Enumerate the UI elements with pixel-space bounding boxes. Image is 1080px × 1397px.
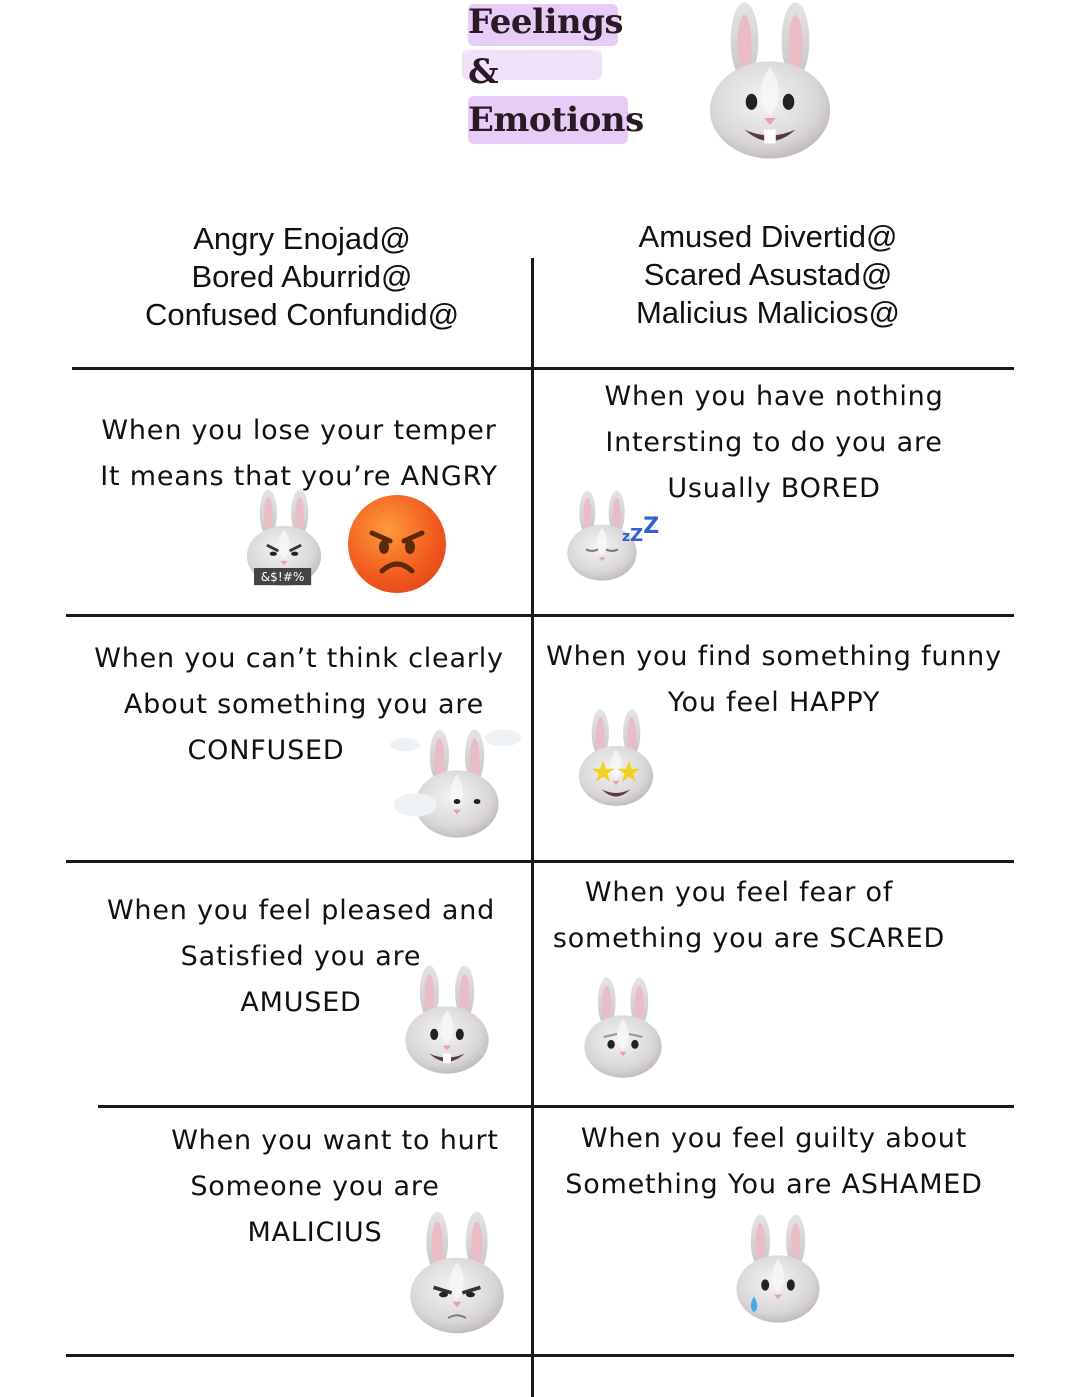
cell-malicious-text: When you want to hurt Someone you are MALICIUS [171,1125,499,1248]
crying-bunny-icon [730,1212,826,1326]
vocab-item: Confused Confundid@ [144,297,460,332]
cell-ashamed-text: When you feel guilty about Something You are ASHAMED [565,1123,983,1200]
svg-text:&$!#%: &$!#% [260,569,305,584]
cell-happy-text: When you find something funny You feel HAPPY [546,641,1002,718]
vocab-item: Angry Enojad@ [193,221,411,256]
zzz-icon: zZZ [622,514,660,546]
scared-bunny-icon [578,976,668,1080]
vocab-item: Malicius Malicios@ [635,295,900,330]
cell-confused-text: When you can’t think clearly About something you are CONFUSED [94,643,504,766]
page-title [462,0,644,150]
vocab-item: Bored Aburrid@ [191,259,413,294]
vocab-item: Amused Divertid@ [638,219,898,254]
vocab-right [534,218,1002,332]
row-divider [98,1105,1014,1108]
vocab-item: Scared Asustad@ [643,257,893,292]
vocab-left [72,220,532,334]
title-line-3: Emotions [468,100,644,140]
angry-bunny-icon [236,488,332,588]
row-divider [66,1354,1014,1357]
row-divider [72,367,1014,370]
cell-amused-text: When you feel pleased and Satisfied you are AMUSED [106,895,496,1018]
row-divider [66,614,1014,617]
angry-face-icon [348,495,446,593]
star-eyes-bunny-icon [568,708,664,808]
cell-angry-text: When you lose your temper It means that you’re ANGRY [100,415,498,492]
amused-bunny-icon [398,964,496,1076]
title-line-1: Feelings [468,2,624,42]
cell-bored-text: When you have nothing Intersting to do you are Usually BORED [604,381,944,504]
confused-bunny-icon [390,728,524,840]
happy-bunny-icon [700,0,840,162]
row-divider [66,860,1014,863]
cell-scared-text: When you feel fear of something you are SCARED [552,877,946,954]
malicious-bunny-icon [402,1210,512,1336]
title-line-2: & [468,52,499,92]
